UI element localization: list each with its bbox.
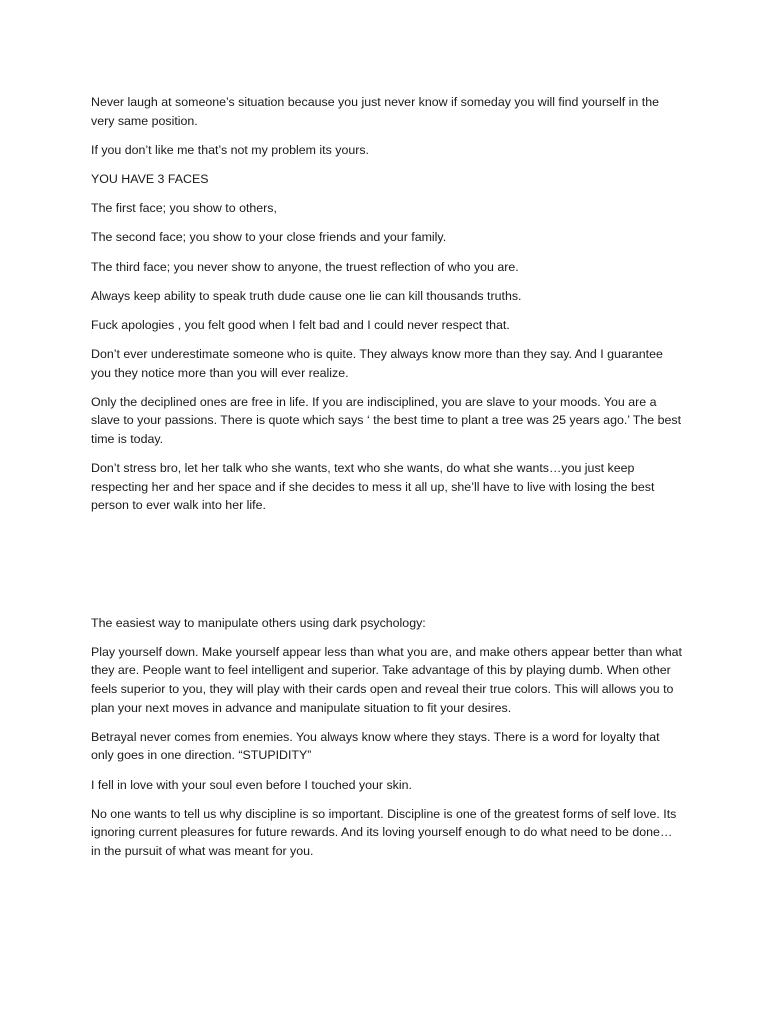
paragraph-third-face: The third face; you never show to anyone, the truest reflection of who you are. (91, 259, 519, 274)
blank-spacer (91, 526, 683, 614)
paragraph-second-face: The second face; you show to your close friends and your family. (91, 230, 447, 245)
paragraph-apologies: Fuck apologies , you felt good when I felt bad and I could never respect that. (91, 317, 510, 332)
paragraph-betrayal: Betrayal never comes from enemies. You always know where they stays. There is a word for loyalty that only goes in one direction. “STUPIDITY” (91, 729, 660, 763)
paragraph-dont-stress: Don’t stress bro, let her talk who she wants, text who she wants, do what she wants…you just keep respecting her and her space and if she decides to mess it all up, she’ll have to live with losing the best person to ever walk into her life. (91, 461, 655, 513)
paragraph-underestimate: Don’t ever underestimate someone who is quite. They always know more than they say. And I guarantee you they notice more than you will ever realize. (91, 347, 663, 380)
paragraph-first-face: The first face; you show to others, (91, 201, 277, 216)
paragraph-soul: I fell in love with your soul even before I touched your skin. (91, 777, 412, 792)
paragraph-manipulate-heading: The easiest way to manipulate others using dark psychology: (91, 615, 426, 630)
paragraph-situation: Never laugh at someone’s situation because you just never know if someday you will find yourself in the very same position. (91, 95, 659, 128)
paragraph-speak-truth: Always keep ability to speak truth dude cause one lie can kill thousands truths. (91, 288, 522, 303)
paragraph-discipline-love: No one wants to tell us why discipline is so important. Discipline is one of the greatest forms of self love. Its ignoring current pleasures for future rewards. And its loving yourself enough to do what need to be done… in the pursuit of what was meant for you. (91, 806, 677, 858)
paragraph-three-faces-heading: YOU HAVE 3 FACES (91, 171, 209, 186)
document-page (91, 93, 683, 871)
paragraph-discipline-free: Only the deciplined ones are free in life. If you are indisciplined, you are slave to your moods. You are a slave to your passions. There is quote which says ‘ the best time to plant a tree was 25 years ago.’ The best time is today. (91, 394, 682, 447)
paragraph-play-down: Play yourself down. Make yourself appear less than what you are, and make others appear better than what they are. People want to feel intelligent and superior. Take advantage of this by playing dumb. When other feels superior to you, they will play with their cards open and reveal their true colors. This will allows you to plan your next moves in advance and manipulate situation to fit your desires. (91, 644, 682, 715)
paragraph-dont-like-me: If you don’t like me that’s not my problem its yours. (91, 142, 369, 157)
